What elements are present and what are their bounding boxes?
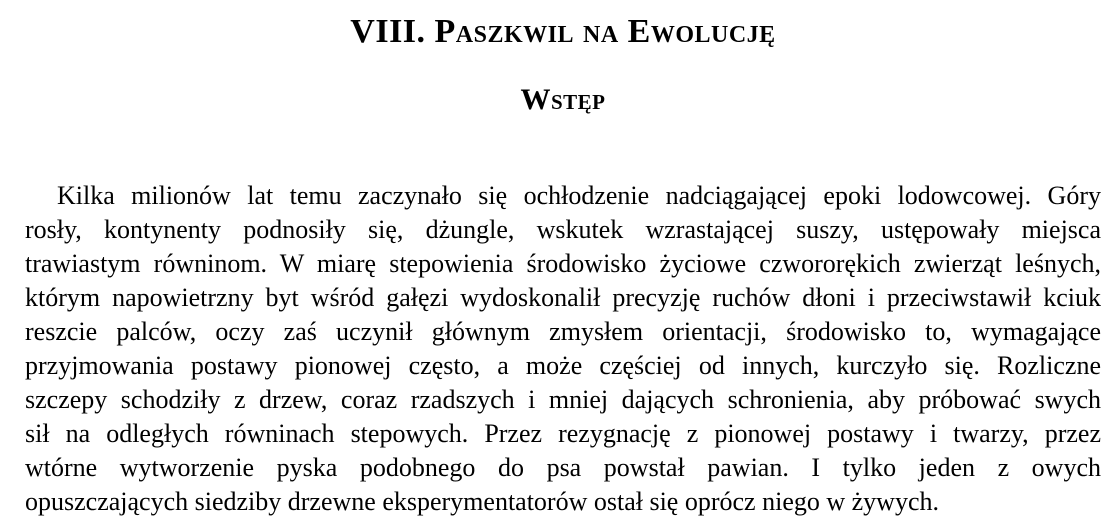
paragraph-line: wtórne wytworzenie pyska podobnego do psa powstał pawian. I tylko jeden z owych bbox=[25, 453, 1101, 482]
paragraph-line: trawiastym równinom. W miarę stepowienia środowisko życiowe czwororękich zwierząt leśnych, bbox=[25, 249, 1101, 278]
paragraph-line: którym napowietrzny byt wśród gałęzi wydoskonalił precyzję ruchów dłoni i przeciwstawił kciuk bbox=[25, 283, 1101, 312]
paragraph-line: szczepy schodziły z drzew, coraz rzadszych i mniej dających schronienia, aby próbować swych bbox=[25, 385, 1101, 414]
section-title: Wstęp bbox=[520, 83, 606, 116]
paragraph-line: sił na odległych równinach stepowych. Przez rezygnację z pionowej postawy i twarzy, przez bbox=[25, 419, 1101, 448]
paragraph-line: reszcie palców, oczy zaś uczynił głównym zmysłem orientacji, środowisko to, wymagające bbox=[25, 317, 1101, 346]
paragraph-line: Kilka milionów lat temu zaczynało się ochłodzenie nadciągającej epoki lodowcowej. Góry bbox=[57, 181, 1101, 210]
paragraph-line: opuszczających siedziby drzewne eksperymentatorów ostał się oprócz niego w żywych. bbox=[25, 487, 939, 516]
body-paragraph bbox=[25, 179, 1101, 519]
paragraph-line: rosły, kontynenty podnosiły się, dżungle, wskutek wzrastającej suszy, ustępowały miejsca bbox=[25, 215, 1101, 244]
document-page bbox=[0, 12, 1113, 527]
paragraph-line: przyjmowania postawy pionowej często, a może częściej od innych, kurczyło się. Rozliczne bbox=[25, 351, 1101, 380]
chapter-title: VIII. Paszkwil na Ewolucję bbox=[350, 13, 776, 50]
